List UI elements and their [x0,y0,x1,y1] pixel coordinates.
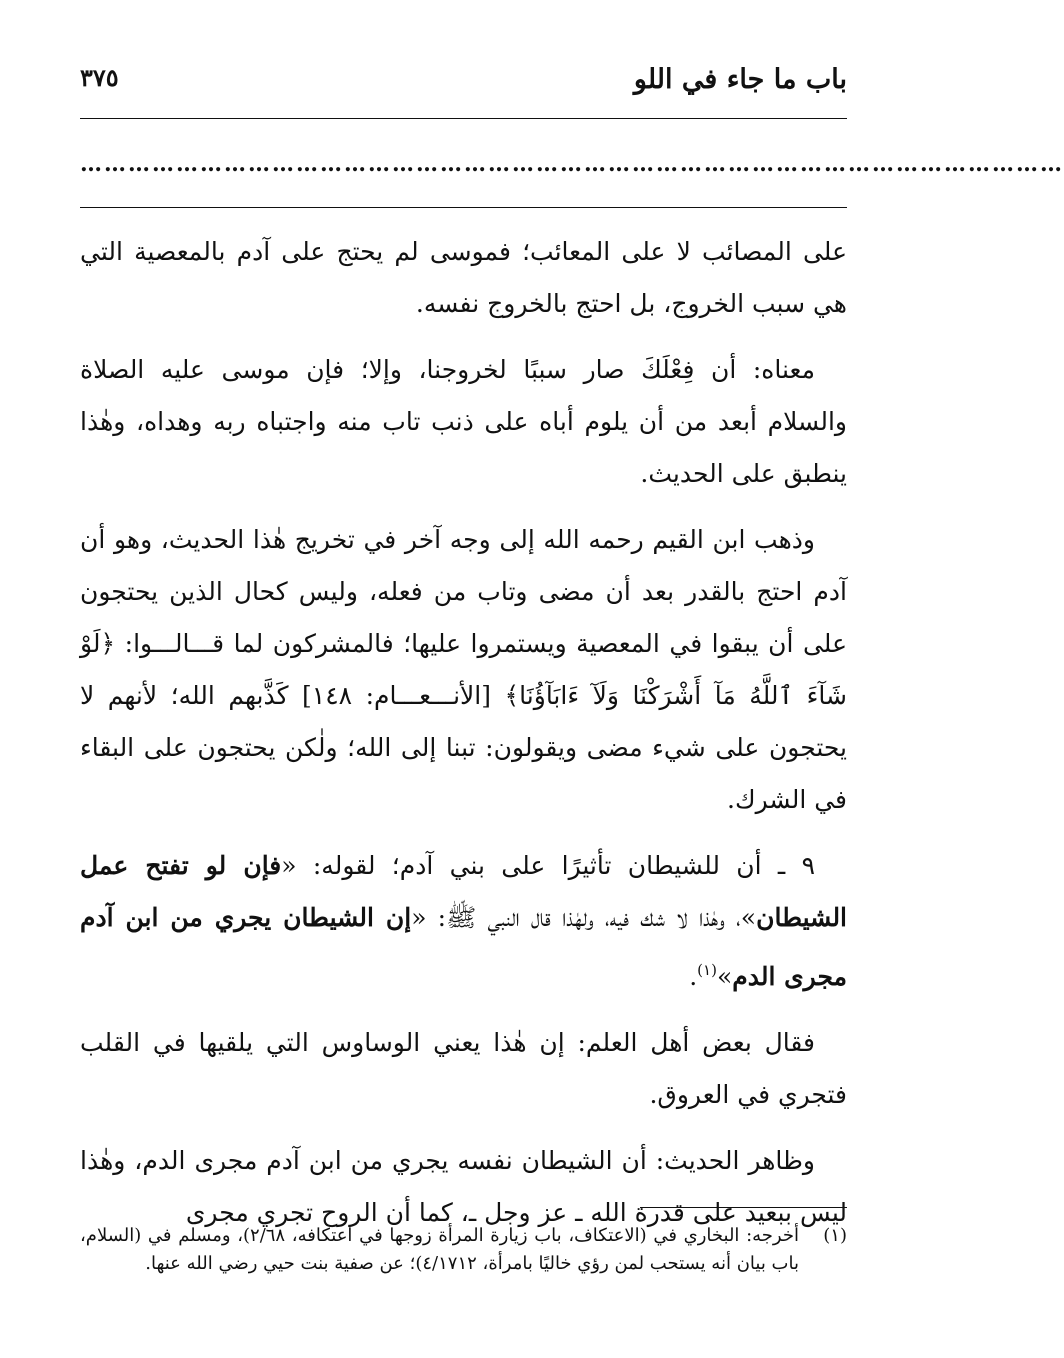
page-header [80,56,847,102]
hadith-quote-1: فإن لو تفتح عمل الشيطان [80,851,848,932]
footnote-number: (١) [823,1225,847,1246]
paragraph-5: فقال بعض أهل العلم: إن هٰذا يعني الوساوس التي يلقيها في القلب فتجري في العروق. [80,1028,847,1109]
paragraph-4 [80,840,847,1003]
paragraph-4-end: . [689,962,698,991]
paragraph-4-part-e: » [716,962,733,991]
footnote-ref: (١) [697,961,717,979]
main-text [80,226,847,1239]
footnote-text: أخرجه: البخاري في (الاعتكاف، باب زيارة المرأة زوجها في اعتكافه، ٢/٦٨)، ومسلم في (السلام، باب بيان أنه يستحب لمن رؤي خاليًا بامرأة، ٤/١٧١٢)؛ عن صفية بنت حيي رضي الله عنها. [80,1225,799,1274]
header-rule [80,118,847,119]
dotted-separator: …………………………………………………………………………………………………………… [80,151,1064,177]
hadith-quote-2: إن الشيطان يجري من ابن آدم مجرى الدم [80,903,847,991]
chapter-title: باب ما جاء في اللو [633,64,847,95]
section-rule [80,207,847,208]
paragraph-3: وذهب ابن القيم رحمه الله إلى وجه آخر في تخريج هٰذا الحديث، وهو أن آدم احتج بالقدر بعد أن مضى وتاب من فعله، وليس كحال الذين يحتجون على أن يبقوا في المعصية ويستمروا عليها؛ فالمشركون لما قـــالـــوا: ﴿لَوْ شَآءَ ٱللَّهُ مَآ أَشْرَكْنَا وَلَآ ءَابَآؤُنَا﴾ [الأنـــعـــام: ١٤٨] كَذَّبهم الله؛ لأنهم لا يحتجون على شيء مضى ويقولون: تبنا إلى الله؛ ولٰكن يحتجون على البقاء في الشرك. [80,525,847,814]
paragraph-6: وظاهر الحديث: أن الشيطان نفسه يجري من ابن آدم مجرى الدم، وهٰذا ليس ببعيد على قدرة الله ـ عز وجل ـ، كما أن الروح تجري مجرى [80,1146,847,1227]
paragraph-1: على المصائب لا على المعائب؛ فموسى لم يحتج على آدم بالمعصية التي هي سبب الخروج، بل احتج بالخروج نفسه. [80,237,847,318]
paragraph-4-part-c: »، وهٰذا لا شك فيه، ولهٰذا قال النبي ﷺ: « [411,903,757,932]
paragraph-2: معناه: أن فِعْلَكَ صار سببًا لخروجنا، وإلا؛ فإن موسى عليه الصلاة والسلام أبعد من أن يلوم أباه على ذنب تاب منه واجتباه ربه وهداه، وهٰذا ينطبق على الحديث. [80,355,847,488]
page-number: ٣٧٥ [80,63,119,92]
footnote [80,1222,847,1278]
footnote-rule [640,1207,847,1208]
paragraph-4-part-a: ٩ ـ أن للشيطان تأثيرًا على بني آدم؛ لقوله: « [281,851,815,880]
